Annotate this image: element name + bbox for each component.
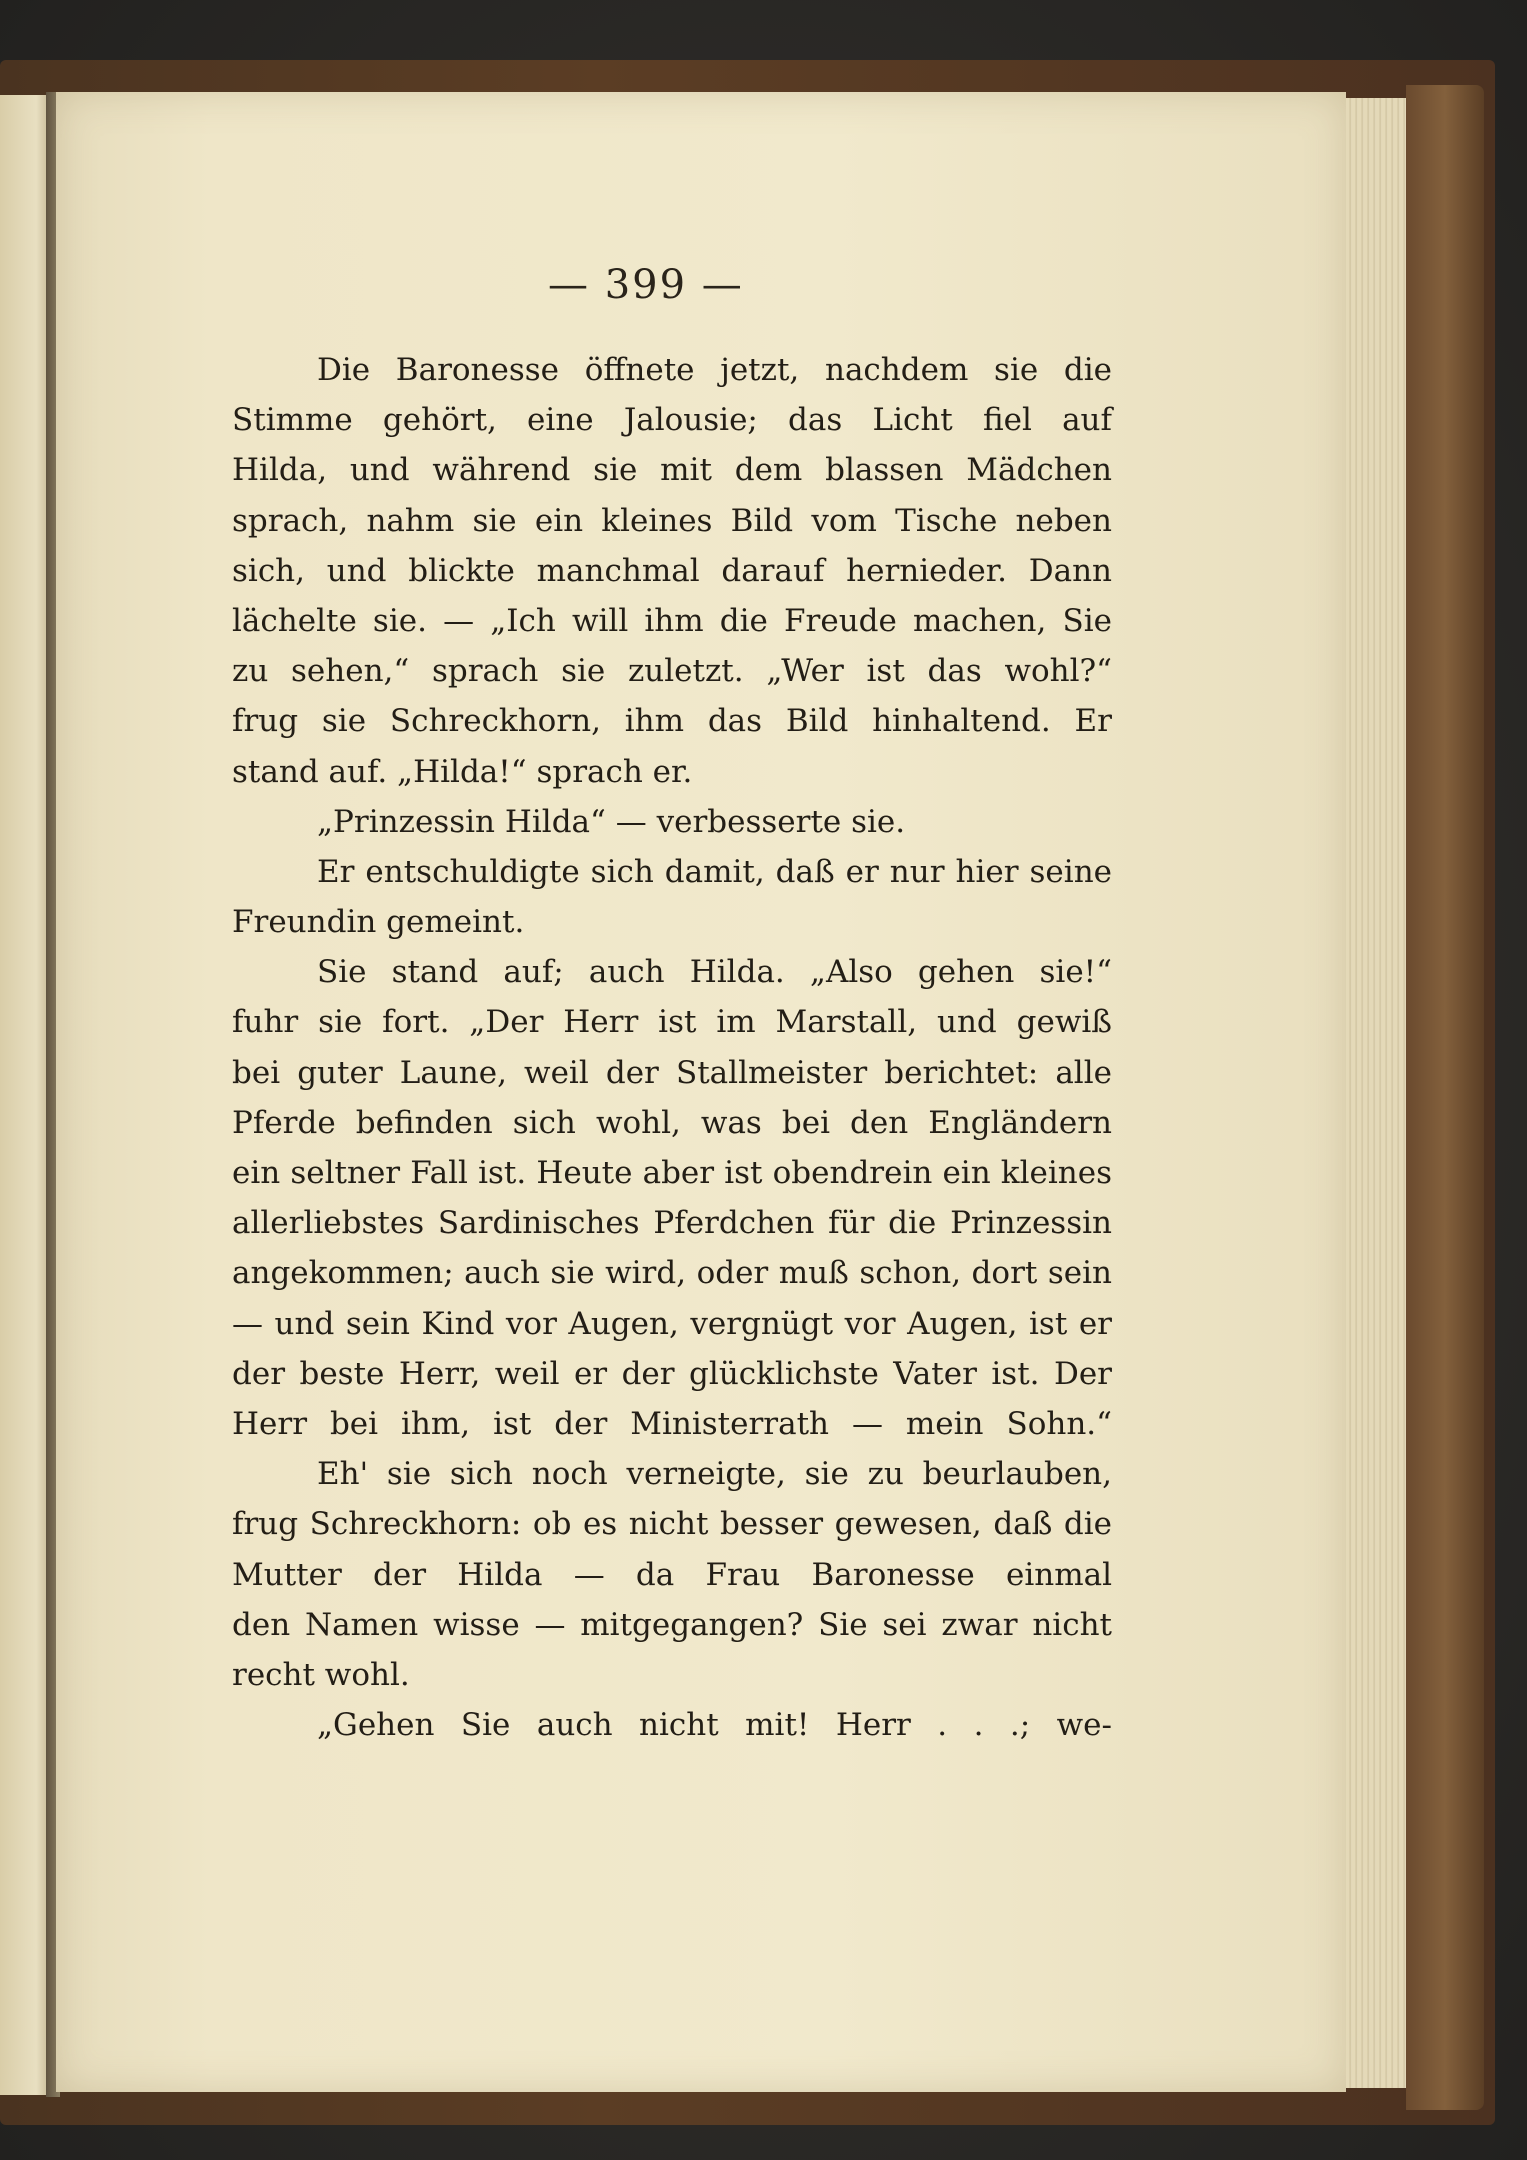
text-line: sprach, nahm sie ein kleines Bild vom Tische neben	[232, 502, 1112, 539]
text-line: Hilda, und während sie mit dem blassen Mädchen	[232, 452, 1112, 489]
text-line: lächelte sie. — „Ich will ihm die Freude machen, Sie	[232, 602, 1112, 639]
text-line: den Namen wisse — mitgegangen? Sie sei zwar nicht	[232, 1606, 1112, 1643]
left-page-edge	[0, 95, 52, 2095]
text-line: Er entschuldigte sich damit, daß er nur hier seine	[317, 853, 1112, 890]
cover-right-edge	[1406, 85, 1484, 2110]
text-line: zu sehen,“ sprach sie zuletzt. „Wer ist das wohl?“	[232, 653, 1112, 690]
text-line: bei guter Laune, weil der Stallmeister berichtet: alle	[232, 1054, 1112, 1091]
text-line: Herr bei ihm, ist der Ministerrath — mein Sohn.“	[232, 1405, 1112, 1442]
text-line: frug sie Schreckhorn, ihm das Bild hinhaltend. Er	[232, 703, 1112, 740]
text-line: angekommen; auch sie wird, oder muß schon, dort sein	[232, 1255, 1112, 1292]
page-number: — 399 —	[548, 262, 744, 308]
text-line: Stimme gehört, eine Jalousie; das Licht fiel auf	[232, 402, 1112, 439]
text-line: der beste Herr, weil er der glücklichste Vater ist. Der	[232, 1355, 1112, 1392]
page-text	[232, 345, 1112, 1750]
text-line: — und sein Kind vor Augen, vergnügt vor Augen, ist er	[232, 1305, 1112, 1342]
text-line: fuhr sie fort. „Der Herr ist im Marstall, und gewiß	[232, 1004, 1112, 1041]
text-line: Mutter der Hilda — da Frau Baronesse einmal	[232, 1556, 1112, 1593]
text-line: allerliebstes Sardinisches Pferdchen für die Prinzessin	[232, 1205, 1112, 1242]
text-line: stand auf. „Hilda!“ sprach er.	[232, 753, 693, 790]
text-line: „Gehen Sie auch nicht mit! Herr . . .; we-	[317, 1707, 1112, 1744]
text-line: Sie stand auf; auch Hilda. „Also gehen sie!“	[317, 954, 1112, 991]
text-line: Pferde befinden sich wohl, was bei den Engländern	[232, 1104, 1112, 1141]
text-line: Die Baronesse öffnete jetzt, nachdem sie die	[317, 352, 1112, 388]
page-stack-edges	[1346, 98, 1406, 2088]
text-line: „Prinzessin Hilda“ — verbesserte sie.	[317, 803, 906, 840]
text-line: ein seltner Fall ist. Heute aber ist obendrein ein kleines	[232, 1155, 1112, 1191]
text-line: sich, und blickte manchmal darauf hernieder. Dann	[232, 552, 1112, 589]
text-line: Eh' sie sich noch verneigte, sie zu beurlauben,	[317, 1456, 1112, 1493]
text-line: recht wohl.	[232, 1656, 410, 1693]
text-line: Freundin gemeint.	[232, 904, 525, 941]
text-line: frug Schreckhorn: ob es nicht besser gewesen, daß die	[232, 1506, 1112, 1543]
